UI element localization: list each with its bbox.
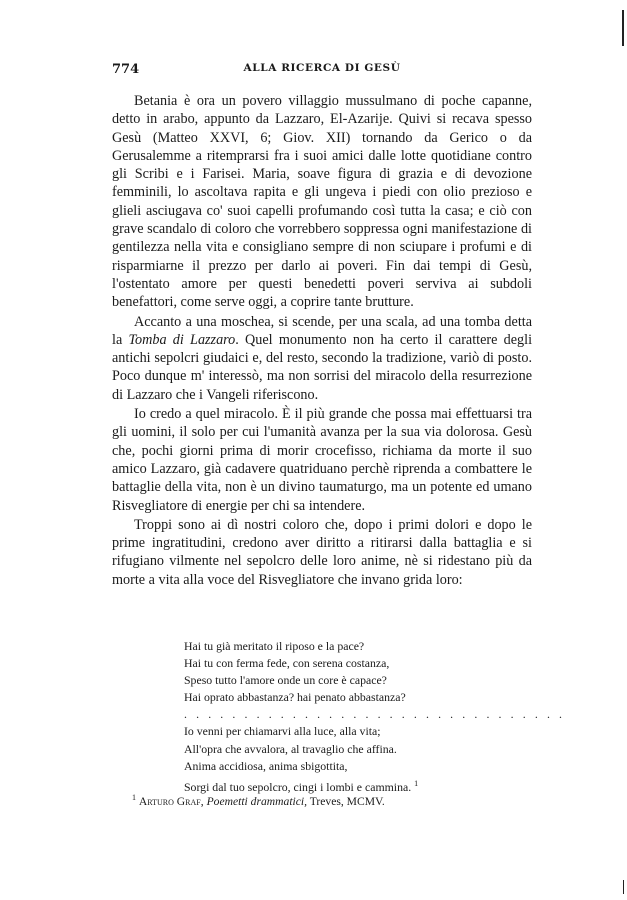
paragraph-2-rest: Quel monumento non ha certo il carattere degli antichi sepolcri giudaici e, del resto, secondo la tradizione, variò di posto. Poco dunque m' interessò, ma non sorrisi del miracolo della resurrezione di Lazzaro che i Vangeli riferiscono.: [112, 331, 533, 403]
page-header: [112, 62, 532, 80]
poem-line-text: Sorgi dal tuo sepolcro, cingi i lombi e cammina.: [184, 779, 412, 794]
poem-line: Hai oprato abbastanza? hai penato abbastanza?: [184, 690, 406, 705]
poem-ellipsis: . . . . . . . . . . . . . . . . . . . . . . . . . . . . . . . .: [184, 707, 566, 722]
poem-line: Anima accidiosa, anima sbigottita,: [184, 758, 348, 773]
paragraph-2-after: .: [235, 331, 246, 348]
footnote: [132, 793, 532, 808]
paragraph-3: Io credo a quel miracolo. È il più grande che possa mai effettuarsi tra gli uomini, il solo per cui l'umanità avanza per la sua via dolorosa. Gesù che, pochi giorni prima di morir crocefisso, richiama da morte il suo amico Lazzaro, già cadavere quatriduano perchè riprenda a combattere le battaglie della vita, non è un divino taumaturgo, ma un potente ed umano Risvegliatore di energie per chi sa intendere.: [112, 406, 532, 514]
poem-line: Io venni per chiamarvi alla luce, alla vita;: [184, 724, 381, 739]
paragraph-2-lead: Accanto a una moschea, si scende, per una scala, ad una tomba detta la: [112, 313, 532, 348]
paragraph-4: Troppi sono ai dì nostri coloro che, dopo i primi dolori e dopo le prime ingratitudini, credono aver diritto a ritirarsi dalla battaglia e si rifugiano vilmente nel sepolcro delle loro anime, nè si ridestano più da morte a vita alla voce del Risvegliatore che invano grida loro:: [112, 516, 532, 588]
footnote-rest: Treves, MCMV.: [309, 794, 385, 808]
paragraph-2-italic: Tomba di Lazzaro: [128, 331, 236, 348]
paragraph-2: [112, 313, 532, 404]
poem-line: Hai tu con ferma fede, con serena costanza,: [184, 656, 390, 671]
page-edge-mark: [622, 10, 624, 46]
page-number: 774: [112, 62, 140, 77]
footnote-mark: 1: [132, 793, 136, 802]
paragraph-1: Betania è ora un povero villaggio mussulmano di poche capanne, detto in arabo, appunto da Lazzaro, El-Azarije. Quivi si recava spesso Gesù (Matteo XXVI, 6; Giov. XII) tornando da Gerico o da Gerusalemme a ritemprarsi fra i suoi amici dalle lotte quotidiane contro gli Scribi e i Farisei. Maria, soave figura di grazia e di devozione femminili, lo ascoltava rapita e gli ungeva i piedi con olio prezioso e glieli asciugava co' suoi capelli profumando così tutta la casa; e ciò con grave scandalo di coloro che vorrebbero soppressa ogni manifestazione di gentilezza nella vita e consigliano sempre di non sciupare i profumi e di risparmiarne il prezzo per darlo ai poveri. Fin dai tempi di Gesù, l'ostentato amore per questi benedetti poveri serviva ai subdoli benefattori, come serve oggi, a coprire tante brutture.: [112, 93, 532, 311]
page-edge-mark-bottom: [623, 880, 624, 894]
footnote-author: Arturo Graf,: [138, 794, 204, 808]
poem-line: Hai tu già meritato il riposo e la pace?: [184, 639, 365, 653]
footnote-ref: 1: [414, 778, 419, 788]
poem-line: Speso tutto l'amore onde un core è capace?: [184, 673, 387, 688]
footnote-title: Poemetti drammatici,: [206, 794, 308, 808]
running-title: ALLA RICERCA DI GESÙ: [243, 62, 401, 74]
poem-quote: [184, 638, 566, 796]
body-text: [112, 92, 532, 589]
poem-line: All'opra che avvalora, al travaglio che affina.: [184, 741, 397, 756]
